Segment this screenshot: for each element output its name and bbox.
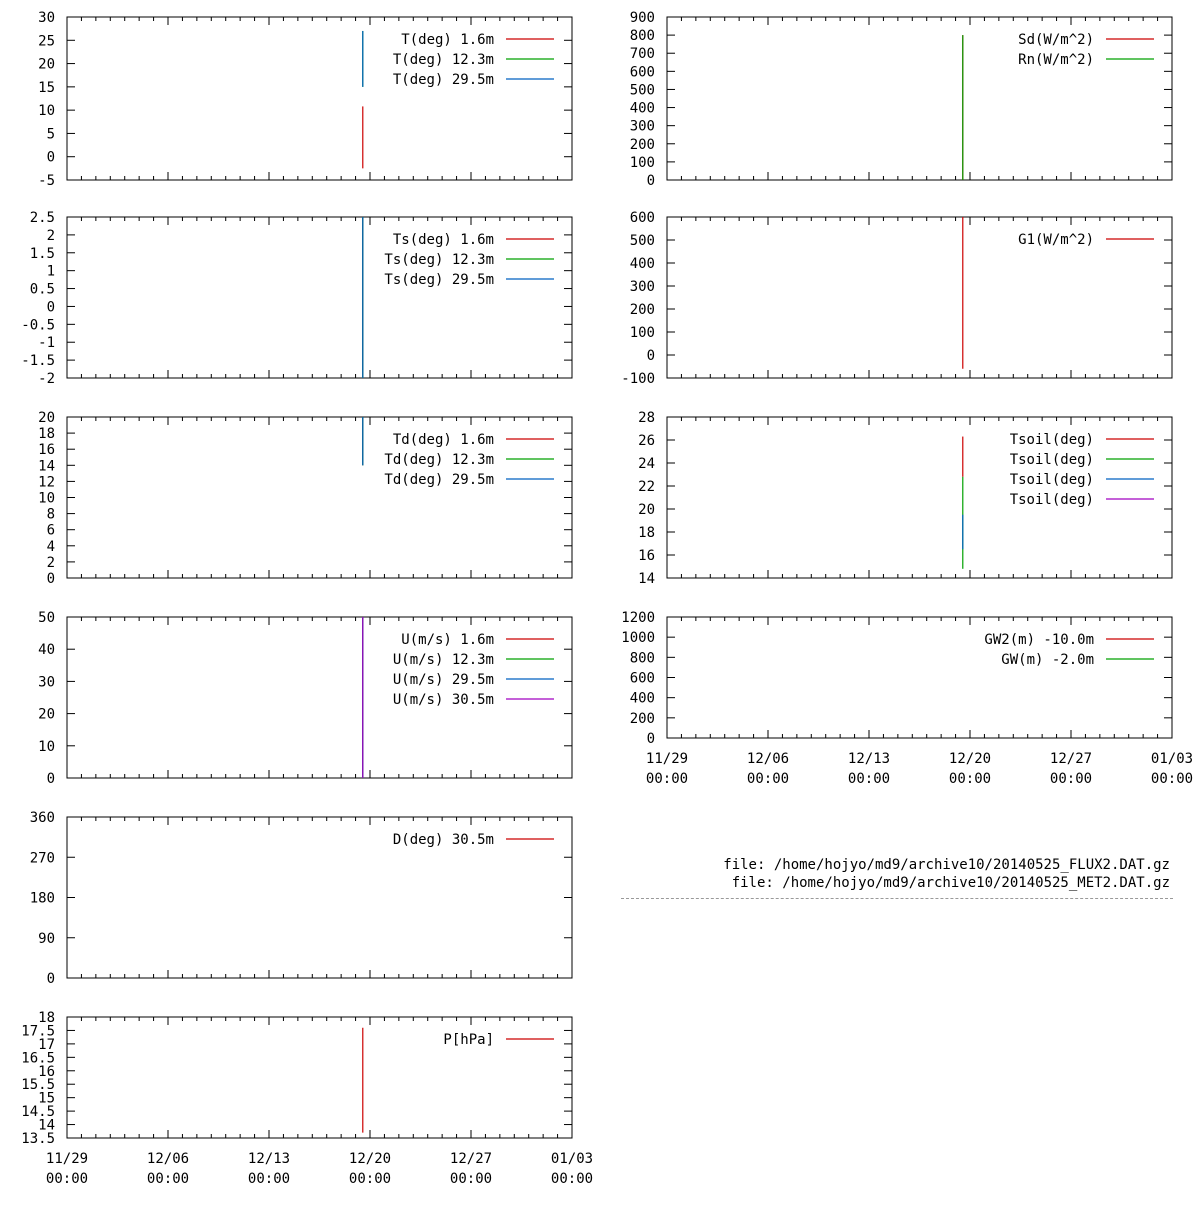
y-tick-label: 0 bbox=[46, 299, 55, 316]
legend-label: Tsoil(deg) bbox=[1009, 452, 1094, 468]
legend-label: Td(deg) 29.5m bbox=[384, 472, 494, 488]
plot-frame bbox=[67, 17, 572, 180]
y-tick-label: 20 bbox=[38, 410, 55, 426]
legend-label: Tsoil(deg) bbox=[1009, 432, 1094, 448]
y-tick-label: 1 bbox=[46, 263, 55, 280]
y-tick-label: 0 bbox=[46, 571, 55, 587]
x-tick-label: 00:00 bbox=[146, 1171, 190, 1187]
y-tick-label: 200 bbox=[629, 302, 655, 318]
legend-label: U(m/s) 30.5m bbox=[392, 692, 494, 708]
y-tick-label: 10 bbox=[38, 103, 55, 120]
legend-label: Ts(deg) 1.6m bbox=[392, 232, 494, 248]
x-tick-label: 00:00 bbox=[645, 771, 689, 787]
y-tick-label: 22 bbox=[638, 479, 655, 495]
x-tick-label: 00:00 bbox=[247, 1171, 291, 1187]
y-tick-label: 26 bbox=[638, 433, 655, 449]
y-tick-label: 18 bbox=[638, 525, 655, 541]
y-tick-label: 16 bbox=[38, 442, 55, 459]
x-tick-label: 00:00 bbox=[948, 771, 992, 787]
y-tick-label: 14.5 bbox=[21, 1104, 55, 1121]
x-tick-label: 12/20 bbox=[348, 1151, 392, 1167]
legend-label: Ts(deg) 12.3m bbox=[384, 252, 494, 268]
legend-label: P[hPa] bbox=[443, 1032, 494, 1048]
y-tick-label: 14 bbox=[638, 571, 655, 587]
y-tick-label: 13.5 bbox=[21, 1131, 55, 1147]
y-tick-label: 20 bbox=[638, 502, 655, 518]
y-tick-label: 20 bbox=[38, 56, 55, 73]
y-tick-label: 100 bbox=[629, 325, 655, 341]
y-tick-label: 0 bbox=[646, 731, 655, 747]
x-tick-label: 12/13 bbox=[247, 1151, 291, 1167]
x-tick-label: 12/06 bbox=[746, 751, 790, 767]
plot-frame bbox=[67, 617, 572, 778]
y-tick-label: 15.5 bbox=[21, 1077, 55, 1094]
y-tick-label: 2 bbox=[46, 554, 55, 571]
y-tick-label: -1 bbox=[38, 335, 55, 352]
plot-frame bbox=[667, 617, 1172, 738]
y-tick-label: 16 bbox=[638, 548, 655, 564]
y-tick-label: 16.5 bbox=[21, 1050, 55, 1067]
x-tick-label: 11/29 bbox=[45, 1151, 89, 1167]
y-tick-label: 10 bbox=[38, 738, 55, 755]
y-tick-label: -1.5 bbox=[21, 353, 55, 370]
y-tick-label: 1200 bbox=[621, 610, 655, 626]
y-tick-label: 0 bbox=[646, 173, 655, 189]
legend-label: D(deg) 30.5m bbox=[392, 832, 494, 848]
y-tick-label: 8 bbox=[46, 506, 55, 523]
y-tick-label: 0 bbox=[46, 971, 55, 987]
y-tick-label: 17.5 bbox=[21, 1023, 55, 1040]
y-tick-label: 0 bbox=[46, 771, 55, 787]
y-tick-label: -2 bbox=[38, 371, 55, 387]
y-tick-label: 400 bbox=[629, 256, 655, 272]
y-tick-label: 300 bbox=[629, 279, 655, 295]
legend-label: Td(deg) 12.3m bbox=[384, 452, 494, 468]
y-tick-label: 100 bbox=[629, 154, 655, 171]
y-tick-label: 18 bbox=[38, 426, 55, 443]
legend-label: G1(W/m^2) bbox=[1018, 232, 1094, 248]
y-tick-label: 700 bbox=[629, 46, 655, 63]
y-tick-label: 28 bbox=[638, 410, 655, 426]
x-tick-label: 00:00 bbox=[550, 1171, 594, 1187]
x-tick-label: 00:00 bbox=[449, 1171, 493, 1187]
y-tick-label: 600 bbox=[629, 210, 655, 226]
legend-label: Tsoil(deg) bbox=[1009, 492, 1094, 508]
y-tick-label: 400 bbox=[629, 690, 655, 707]
legend-label: Tsoil(deg) bbox=[1009, 472, 1094, 488]
file-info-line: file: /home/hojyo/md9/archive10/20140525_FLUX2.DAT.gz bbox=[723, 857, 1170, 873]
y-tick-label: 360 bbox=[29, 810, 55, 826]
x-tick-label: 12/27 bbox=[449, 1151, 493, 1167]
y-tick-label: 200 bbox=[629, 136, 655, 153]
y-tick-label: 0 bbox=[46, 149, 55, 166]
x-tick-label: 12/06 bbox=[146, 1151, 190, 1167]
x-tick-label: 01/03 bbox=[550, 1151, 594, 1167]
legend-label: T(deg) 1.6m bbox=[401, 32, 494, 48]
legend-label: GW2(m) -10.0m bbox=[984, 632, 1094, 648]
y-tick-label: 6 bbox=[46, 522, 55, 539]
plot-frame bbox=[667, 417, 1172, 578]
y-tick-label: 0 bbox=[646, 348, 655, 364]
y-tick-label: 270 bbox=[29, 850, 55, 867]
x-tick-label: 12/13 bbox=[847, 751, 891, 767]
plot-frame bbox=[667, 17, 1172, 180]
x-tick-label: 00:00 bbox=[45, 1171, 89, 1187]
y-tick-label: 900 bbox=[629, 10, 655, 26]
y-tick-label: 10 bbox=[38, 490, 55, 507]
y-tick-label: 1.5 bbox=[29, 245, 55, 262]
legend-label: U(m/s) 1.6m bbox=[401, 632, 494, 648]
y-tick-label: 600 bbox=[629, 670, 655, 687]
y-tick-label: 15 bbox=[38, 79, 55, 96]
y-tick-label: 16 bbox=[38, 1063, 55, 1080]
y-tick-label: 14 bbox=[38, 1117, 55, 1134]
plot-frame bbox=[667, 217, 1172, 378]
y-tick-label: 90 bbox=[38, 930, 55, 947]
legend-label: T(deg) 29.5m bbox=[392, 72, 494, 88]
x-tick-label: 00:00 bbox=[1049, 771, 1093, 787]
x-tick-label: 00:00 bbox=[1150, 771, 1194, 787]
y-tick-label: 20 bbox=[38, 706, 55, 723]
y-tick-label: 5 bbox=[46, 126, 55, 143]
plot-frame bbox=[67, 417, 572, 578]
legend-label: U(m/s) 29.5m bbox=[392, 672, 494, 688]
y-tick-label: 24 bbox=[638, 456, 655, 472]
plot-frame bbox=[67, 1017, 572, 1138]
y-tick-label: -0.5 bbox=[21, 317, 55, 334]
file-info-line: file: /home/hojyo/md9/archive10/20140525_MET2.DAT.gz bbox=[731, 875, 1170, 891]
x-tick-label: 12/27 bbox=[1049, 751, 1093, 767]
y-tick-label: 2.5 bbox=[29, 210, 55, 226]
x-tick-label: 00:00 bbox=[746, 771, 790, 787]
legend-label: Rn(W/m^2) bbox=[1018, 52, 1094, 68]
legend-label: GW(m) -2.0m bbox=[1001, 652, 1094, 668]
y-tick-label: 50 bbox=[38, 610, 55, 626]
y-tick-label: 180 bbox=[29, 890, 55, 907]
y-tick-label: 500 bbox=[629, 82, 655, 99]
y-tick-label: -100 bbox=[621, 371, 655, 387]
legend-label: Td(deg) 1.6m bbox=[392, 432, 494, 448]
y-tick-label: 4 bbox=[46, 538, 55, 555]
legend-label: U(m/s) 12.3m bbox=[392, 652, 494, 668]
plot-frame bbox=[67, 817, 572, 978]
y-tick-label: 25 bbox=[38, 33, 55, 50]
y-tick-label: 17 bbox=[38, 1036, 55, 1053]
y-tick-label: -5 bbox=[38, 173, 55, 189]
y-tick-label: 30 bbox=[38, 674, 55, 691]
y-tick-label: 0.5 bbox=[29, 281, 55, 298]
y-tick-label: 14 bbox=[38, 458, 55, 475]
y-tick-label: 500 bbox=[629, 233, 655, 249]
y-tick-label: 600 bbox=[629, 64, 655, 81]
x-tick-label: 00:00 bbox=[847, 771, 891, 787]
y-tick-label: 12 bbox=[38, 474, 55, 491]
y-tick-label: 2 bbox=[46, 227, 55, 244]
y-tick-label: 300 bbox=[629, 118, 655, 135]
separator-line bbox=[621, 898, 1173, 899]
y-tick-label: 800 bbox=[629, 650, 655, 667]
legend-label: Sd(W/m^2) bbox=[1018, 32, 1094, 48]
x-tick-label: 11/29 bbox=[645, 751, 689, 767]
x-tick-label: 00:00 bbox=[348, 1171, 392, 1187]
file-info bbox=[723, 856, 1170, 892]
y-tick-label: 15 bbox=[38, 1090, 55, 1107]
x-tick-label: 12/20 bbox=[948, 751, 992, 767]
legend-label: T(deg) 12.3m bbox=[392, 52, 494, 68]
y-tick-label: 400 bbox=[629, 100, 655, 117]
y-tick-label: 30 bbox=[38, 10, 55, 26]
y-tick-label: 800 bbox=[629, 28, 655, 45]
y-tick-label: 1000 bbox=[621, 630, 655, 647]
y-tick-label: 40 bbox=[38, 642, 55, 659]
plot-frame bbox=[67, 217, 572, 378]
y-tick-label: 200 bbox=[629, 710, 655, 727]
x-tick-label: 01/03 bbox=[1150, 751, 1194, 767]
legend-label: Ts(deg) 29.5m bbox=[384, 272, 494, 288]
y-tick-label: 18 bbox=[38, 1010, 55, 1026]
